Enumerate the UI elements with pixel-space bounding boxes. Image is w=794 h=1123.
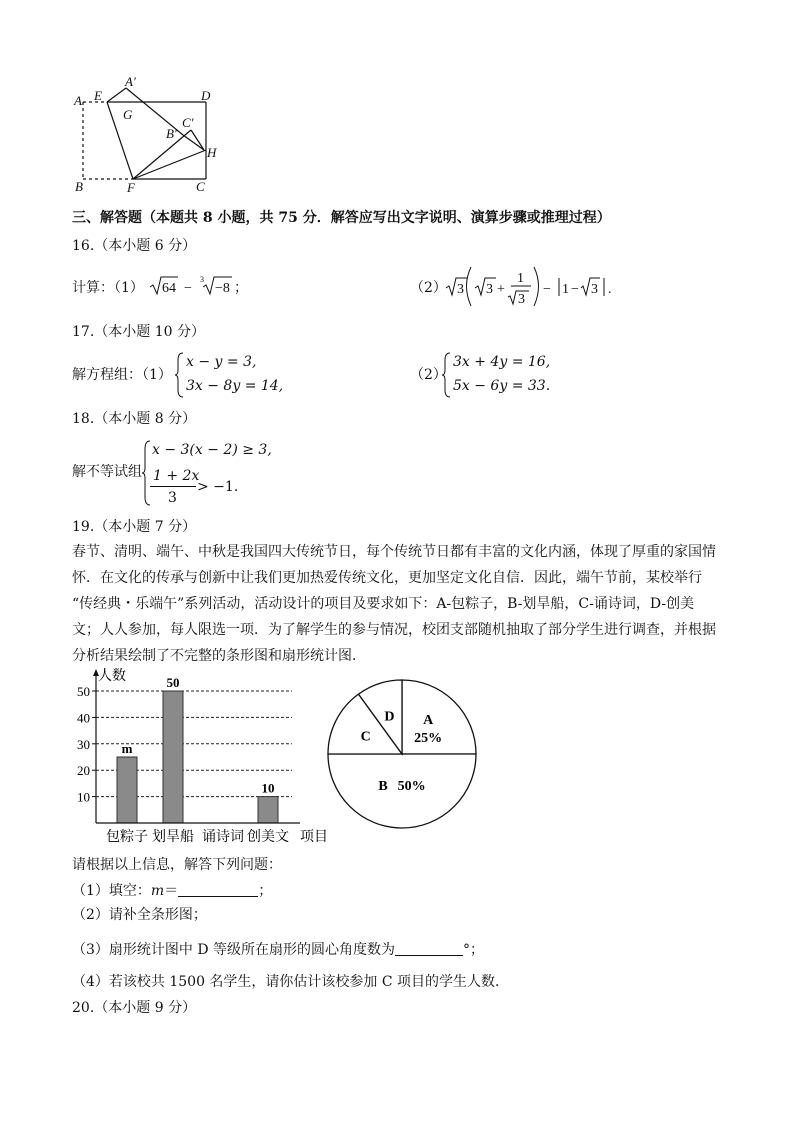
q18-inequality-1: x − 3(x − 2) ≥ 3, bbox=[152, 442, 272, 458]
edge-B-prime-C-prime bbox=[183, 135, 204, 150]
q19-sub1-prefix: （1）填空： bbox=[72, 883, 151, 899]
q17-prompt: 解方程组：（1） bbox=[72, 367, 172, 383]
q16-part1-expression bbox=[148, 270, 248, 300]
svg-text:.: . bbox=[608, 282, 612, 297]
q18-brace bbox=[141, 440, 151, 506]
q18-inequality-2-numerator: 1 + 2x bbox=[153, 468, 200, 484]
label-D: D bbox=[201, 88, 211, 103]
q16-prompt: 计算：（1） bbox=[72, 280, 144, 296]
q16-header: 16.（本小题 6 分） bbox=[72, 238, 197, 254]
q19-sub3-end: °； bbox=[463, 942, 485, 958]
pie-slice-percent: 25% bbox=[414, 730, 443, 746]
edge-F-C-prime bbox=[133, 130, 191, 179]
q19-sub3-answer-blank bbox=[395, 941, 463, 956]
label-E: E bbox=[94, 88, 102, 103]
label-A: A bbox=[74, 93, 82, 108]
q17-system1-brace bbox=[174, 352, 184, 398]
bar-chart-ytick-label: 20 bbox=[77, 763, 90, 779]
bar-chart-xlabel: 项目 bbox=[300, 830, 328, 845]
q19-sub3 bbox=[72, 941, 484, 959]
q19-paragraph-line: “传经典・乐端午”系列活动，活动设计的项目及要求如下：A-包粽子，B-划旱船，C-诵诗词，D-创美 bbox=[72, 596, 695, 612]
edge-C-prime-H bbox=[191, 130, 204, 150]
label-H: H bbox=[207, 145, 217, 160]
q16-part2-expression bbox=[445, 262, 615, 310]
q17-part2-label: （2） bbox=[410, 367, 447, 383]
q19-sub1-answer-blank bbox=[178, 882, 258, 897]
svg-text:−: − bbox=[184, 281, 192, 296]
bar-chart-category-label: 创美文 bbox=[247, 830, 289, 845]
svg-text:3: 3 bbox=[486, 282, 493, 297]
q20-header: 20.（本小题 9 分） bbox=[72, 1000, 197, 1016]
bar-chart-bar bbox=[163, 691, 183, 823]
svg-text:1: 1 bbox=[562, 282, 569, 297]
bar-chart-ytick-label: 50 bbox=[77, 684, 90, 699]
geometry-figure bbox=[70, 72, 230, 198]
q19-paragraph bbox=[72, 539, 724, 669]
q18-inequality-2-rhs: > −1. bbox=[197, 479, 239, 495]
bar-chart-ytick-label: 10 bbox=[77, 789, 90, 805]
bar-chart-category-label: 诵诗词 bbox=[202, 830, 244, 845]
q17-system2-eq2: 5x − 6y = 33. bbox=[453, 378, 551, 394]
pie-slice-category: C bbox=[360, 729, 371, 745]
svg-text:−: − bbox=[571, 282, 579, 297]
bar-chart-bar bbox=[258, 797, 278, 823]
q17-system1-eq2: 3x − 8y = 14, bbox=[186, 378, 284, 394]
q19-sub3-prefix: （3）扇形统计图中 D 等级所在扇形的圆心角度数为 bbox=[72, 942, 396, 958]
pie-slice-percent: 50% bbox=[397, 779, 426, 795]
bar-chart-ylabel: 人数 bbox=[98, 669, 126, 684]
pie-chart bbox=[326, 668, 478, 840]
q19-sub2: （2）请补全条形图； bbox=[72, 907, 207, 923]
q19-sub1-end: ； bbox=[258, 883, 273, 899]
bar-chart-category-label: 划旱船 bbox=[152, 830, 194, 845]
label-F: F bbox=[127, 180, 135, 195]
q16-part2-label: （2） bbox=[410, 280, 447, 296]
bar-chart-data-label: 10 bbox=[261, 780, 275, 796]
bar-chart-data-label: 50 bbox=[166, 675, 180, 690]
q18-inequality-2-denominator: 3 bbox=[168, 490, 177, 506]
svg-text:+: + bbox=[497, 282, 505, 297]
edge-FH bbox=[133, 150, 206, 179]
pie-slice-category: A bbox=[423, 712, 434, 728]
svg-text:1: 1 bbox=[517, 271, 524, 286]
label-B-prime: B′ bbox=[166, 126, 177, 141]
bar-chart-category-label: 包粽子 bbox=[106, 830, 148, 845]
q19-sub1 bbox=[72, 882, 272, 900]
label-C-prime: C′ bbox=[182, 115, 194, 130]
pie-slice-category: D bbox=[384, 709, 395, 725]
section-heading: 三、解答题（本题共 8 小题，共 75 分．解答应写出文字说明、演算步骤或推理过程） bbox=[72, 210, 611, 226]
bar-chart-bar bbox=[117, 757, 137, 823]
label-B: B bbox=[75, 179, 83, 194]
label-C: C bbox=[196, 179, 205, 194]
bar-chart-ytick-label: 30 bbox=[77, 736, 90, 752]
q17-system1-eq1: x − y = 3, bbox=[186, 354, 257, 370]
bar-chart-data-label: m bbox=[121, 741, 133, 756]
label-A-prime: A′ bbox=[125, 74, 136, 89]
q17-header: 17.（本小题 10 分） bbox=[72, 324, 205, 340]
svg-text:3: 3 bbox=[200, 275, 204, 284]
q19-paragraph-line: 春节、清明、端午、中秋是我国四大传统节日，每个传统节日都有丰富的文化内涵，体现了厚重的家国情 bbox=[72, 544, 716, 560]
q19-sub4: （4）若该校共 1500 名学生，请你估计该校参加 C 项目的学生人数． bbox=[72, 974, 510, 990]
svg-text:；: ； bbox=[234, 281, 248, 296]
q17-system2-eq1: 3x + 4y = 16, bbox=[453, 354, 551, 370]
pie-slice-label bbox=[378, 779, 425, 794]
svg-text:3: 3 bbox=[591, 282, 598, 297]
q19-paragraph-line: 文；人人参加，每人限选一项．为了解学生的参与情况，校团支部随机抽取了部分学生进行调查，并根据 bbox=[72, 622, 716, 638]
svg-text:3: 3 bbox=[457, 282, 464, 297]
pie-slice-category: B bbox=[378, 779, 388, 795]
q18-fraction-bar bbox=[150, 486, 196, 487]
label-G: G bbox=[123, 107, 133, 122]
bar-chart bbox=[68, 665, 338, 850]
q19-sub1-equals: ＝ bbox=[164, 883, 179, 899]
q19-paragraph-line: 怀．在文化的传承与创新中让我们更加热爱传统文化，更加坚定文化自信．因此，端午节前，某校举行 bbox=[72, 570, 702, 586]
svg-text:−8: −8 bbox=[215, 281, 230, 296]
svg-text:64: 64 bbox=[162, 281, 176, 296]
q19-paragraph-line: 分析结果绘制了不完整的条形图和扇形统计图． bbox=[72, 648, 366, 664]
bar-chart-ytick-label: 40 bbox=[77, 710, 90, 726]
q17-system2-brace bbox=[441, 352, 451, 398]
q19-header: 19.（本小题 7 分） bbox=[72, 519, 197, 535]
q18-header: 18.（本小题 8 分） bbox=[72, 411, 197, 427]
svg-text:−: − bbox=[543, 282, 551, 297]
q19-sub1-variable: m bbox=[150, 883, 165, 899]
q18-prompt: 解不等试组 bbox=[72, 464, 142, 480]
svg-text:3: 3 bbox=[518, 292, 525, 307]
edge-EA-prime bbox=[107, 88, 126, 102]
q19-intro: 请根据以上信息，解答下列问题： bbox=[72, 857, 282, 873]
